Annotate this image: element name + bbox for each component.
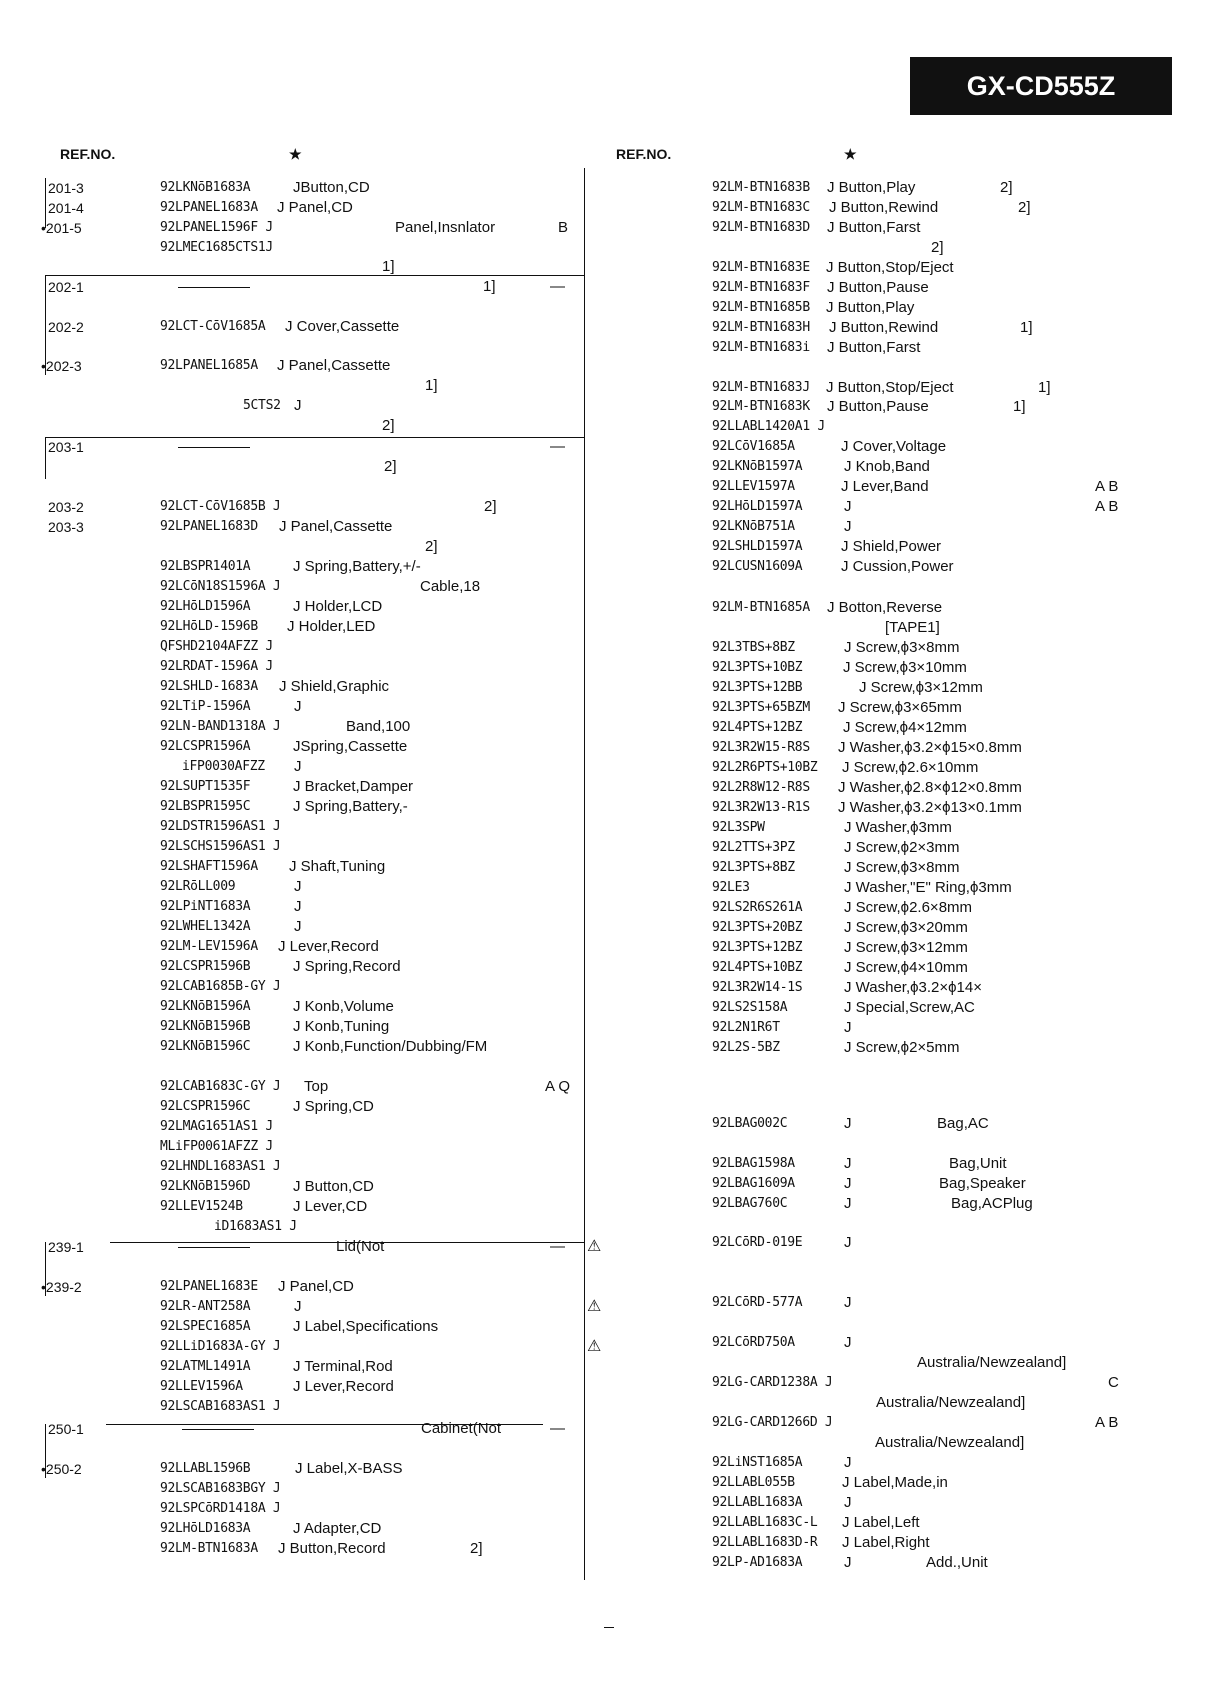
page-number-dash <box>604 1627 614 1628</box>
separator-203 <box>45 437 585 438</box>
blank-code-dash <box>178 1247 250 1248</box>
separator-202 <box>45 275 585 276</box>
model-title: GX-CD555Z <box>966 70 1116 101</box>
warning-triangle-icon: ⚠ <box>587 1336 602 1355</box>
right-ref-no-header: REF.NO. <box>616 146 672 162</box>
column-divider <box>584 168 585 1580</box>
blank-code-dash <box>182 1429 254 1430</box>
left-star-header: ★ <box>289 146 302 162</box>
right-star-header: ★ <box>844 146 857 162</box>
left-ref-no-header: REF.NO. <box>60 146 116 162</box>
warning-triangle-icon: ⚠ <box>587 1236 602 1255</box>
group-bracket-203 <box>45 437 46 479</box>
warning-triangle-icon: ⚠ <box>587 1296 602 1315</box>
model-badge <box>910 57 1172 115</box>
blank-code-dash <box>178 447 250 448</box>
blank-code-dash <box>178 287 250 288</box>
